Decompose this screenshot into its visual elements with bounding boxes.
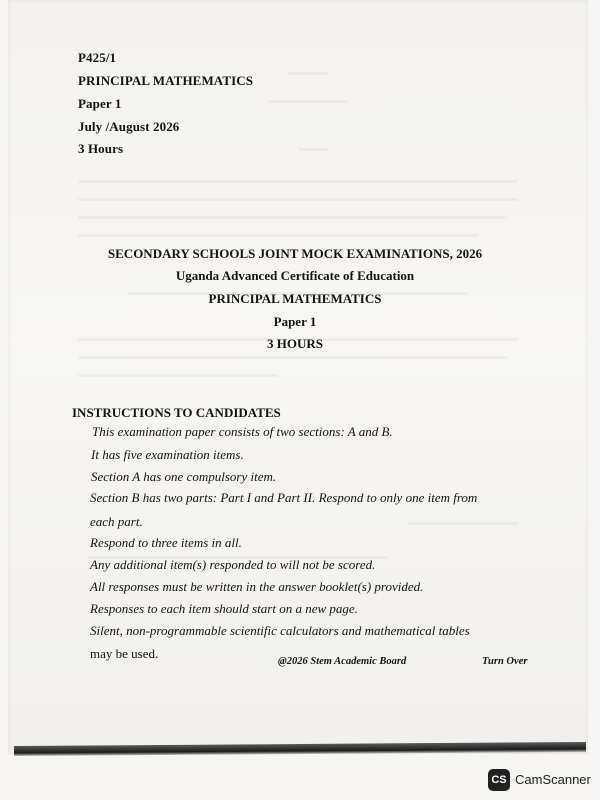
camscanner-label: CamScanner — [515, 772, 591, 787]
instruction-line: It has five examination items. — [91, 447, 244, 462]
exam-title: SECONDARY SCHOOLS JOINT MOCK EXAMINATIONS, 2026 — [107, 246, 483, 261]
instruction-line: Any additional item(s) responded to will not be scored. — [90, 557, 376, 572]
paper-code: P425/1 — [78, 50, 117, 65]
title-paper: Paper 1 — [273, 314, 317, 329]
instruction-line: Section B has two parts: Part I and Part II. Respond to only one item from — [90, 490, 478, 505]
certificate-name: Uganda Advanced Certificate of Education — [175, 268, 415, 283]
title-subject: PRINCIPAL MATHEMATICS — [208, 291, 382, 306]
instruction-line: Silent, non-programmable scientific calculators and mathematical tables — [90, 623, 470, 638]
turn-over-label: Turn Over — [482, 656, 528, 667]
instruction-line: Respond to three items in all. — [90, 535, 242, 550]
exam-page — [8, 0, 588, 754]
camscanner-badge-text: CS — [491, 774, 507, 786]
exam-session: July /August 2026 — [78, 119, 180, 134]
paper-number: Paper 1 — [78, 96, 122, 111]
copyright-board: @2026 Stem Academic Board — [278, 656, 407, 667]
instruction-line: each part. — [90, 514, 143, 529]
instruction-line: All responses must be written in the answer booklet(s) provided. — [90, 579, 424, 594]
instruction-line: This examination paper consists of two sections: A and B. — [92, 424, 393, 439]
instruction-line: Responses to each item should start on a new page. — [90, 601, 358, 616]
camscanner-logo-icon — [488, 769, 510, 791]
title-duration: 3 HOURS — [267, 336, 323, 351]
instruction-line: may be used. — [90, 646, 159, 661]
instruction-line: Section A has one compulsory item. — [91, 469, 277, 484]
subject-name: PRINCIPAL MATHEMATICS — [78, 73, 254, 88]
exam-duration: 3 Hours — [78, 141, 124, 156]
instructions-heading: INSTRUCTIONS TO CANDIDATES — [72, 405, 281, 420]
